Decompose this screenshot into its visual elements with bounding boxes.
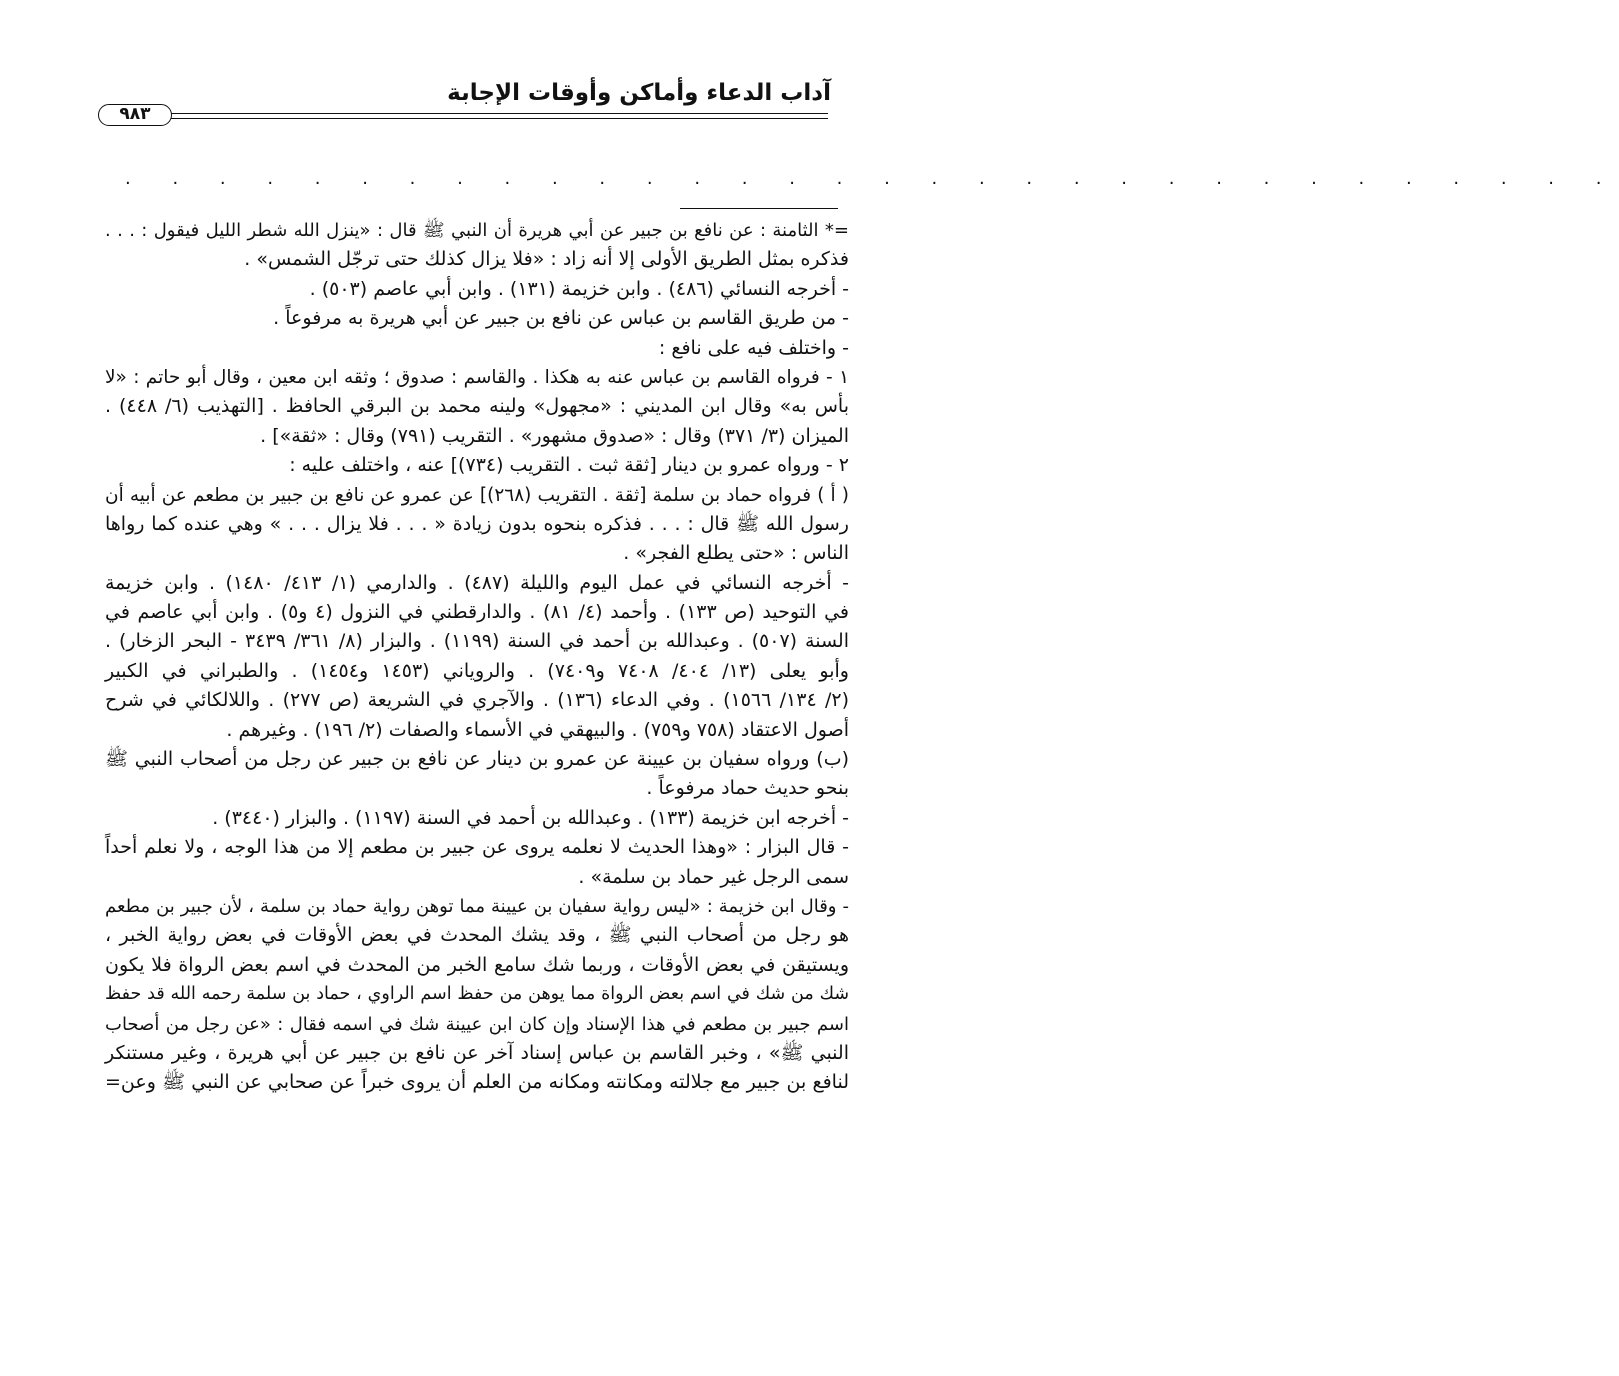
text-line: رسول الله ﷺ قال : . . . فذكره بنحوه بدون زيادة « . . . فلا يزال . . . » وهي عنده كما رواها xyxy=(105,512,849,535)
text-line: اسم جبير بن مطعم في هذا الإسناد وإن كان ابن عيينة شك في اسمه فقال : «عن رجل من أصحاب xyxy=(105,1013,849,1035)
text-line: بأس به» وقال ابن المديني : «مجهول» ولينه محمد بن البرقي الحافظ . [التهذيب (٦/ ٤٤٨) . xyxy=(105,395,849,418)
text-line: بنحو حديث حماد مرفوعاً . xyxy=(646,777,849,800)
text-line: - قال البزار : «وهذا الحديث لا نعلمه يروى عن جبير بن مطعم إلا من هذا الوجه ، ولا نعلم أحداً xyxy=(105,836,849,859)
separator-dots: . . . . . . . . . . . . . . . . . . . . . . . . . . . . . . . . xyxy=(125,168,1619,189)
text-line: - واختلف فيه على نافع : xyxy=(658,336,849,359)
text-line: - أخرجه النسائي (٤٨٦) . وابن خزيمة (١٣١) . وابن أبي عاصم (٥٠٣) . xyxy=(309,277,849,300)
footnote-rule xyxy=(680,208,838,209)
text-line: ( أ ) فرواه حماد بن سلمة [ثقة . التقريب (٢٦٨)] عن عمرو عن نافع بن جبير بن مطعم عن أبيه أن xyxy=(105,484,849,506)
text-line: وأبو يعلى (١٣/ ٤٠٤/ ٧٤٠٨ و٧٤٠٩) . والروياني (١٤٥٣ و١٤٥٤) . والطبراني في الكبير xyxy=(105,659,849,682)
text-line: السنة (٥٠٧) . وعبدالله بن أحمد في السنة (١١٩٩) . والبزار (٨/ ٣٦١/ ٣٤٣٩ - البحر الزخار) . xyxy=(105,630,849,653)
text-line: =* الثامنة : عن نافع بن جبير عن أبي هريرة أن النبي ﷺ قال : «ينزل الله شطر الليل فيقول : . . . xyxy=(105,220,849,241)
text-line: أصول الاعتقاد (٧٥٨ و٧٥٩) . والبيهقي في الأسماء والصفات (٢/ ١٩٦) . وغيرهم . xyxy=(226,718,849,741)
text-line: سمى الرجل غير حماد بن سلمة» . xyxy=(578,865,849,888)
text-line: ويستيقن في بعض الأوقات ، وربما شك سامع الخبر من المحدث في اسم بعض الرواة فلا يكون xyxy=(105,953,849,976)
page-number: ٩٨٣ xyxy=(98,104,172,126)
text-line: هو رجل من أصحاب النبي ﷺ ، وقد يشك المحدث في بعض الأوقات في بعض رواية الخبر ، xyxy=(105,924,849,947)
footnote-text xyxy=(105,216,849,1098)
text-line: ٢ - ورواه عمرو بن دينار [ثقة ثبت . التقريب (٧٣٤)] عنه ، واختلف عليه : xyxy=(289,454,849,477)
text-line: لنافع بن جبير مع جلالته ومكانته ومكانه من العلم أن يروى خبراً عن صحابي عن النبي ﷺ وعن= xyxy=(105,1071,849,1094)
text-line: - وقال ابن خزيمة : «ليس رواية سفيان بن عيينة مما توهن رواية حماد بن سلمة ، لأن جبير بن مطعم xyxy=(105,895,849,917)
header-rule-line-top xyxy=(166,113,828,114)
text-line: شك من شك في اسم بعض الرواة مما يوهن من حفظ اسم الراوي ، حماد بن سلمة رحمه الله قد حفظ xyxy=(105,984,849,1005)
text-line: الميزان (٣/ ٣٧١) وقال : «صدوق مشهور» . التقريب (٧٩١) وقال : «ثقة»] . xyxy=(260,424,849,447)
text-line: ١ - فرواه القاسم بن عباس عنه به هكذا . والقاسم : صدوق ؛ وثقه ابن معين ، وقال أبو حاتم : «لا xyxy=(105,366,849,388)
text-line: النبي ﷺ» ، وخبر القاسم بن عباس إسناد آخر عن نافع بن جبير عن أبي هريرة ، وغير مستنكر xyxy=(105,1041,849,1064)
text-line: فذكره بمثل الطريق الأولى إلا أنه زاد : «فلا يزال كذلك حتى ترجّل الشمس» . xyxy=(244,248,849,271)
text-line: - أخرجه ابن خزيمة (١٣٣) . وعبدالله بن أحمد في السنة (١١٩٧) . والبزار (٣٤٤٠) . xyxy=(212,806,849,829)
header-rule xyxy=(98,104,828,126)
text-line: - من طريق القاسم بن عباس عن نافع بن جبير عن أبي هريرة به مرفوعاً . xyxy=(273,307,849,330)
text-line: الناس : «حتى يطلع الفجر» . xyxy=(623,542,849,565)
running-header-title: آداب الدعاء وأماكن وأوقات الإجابة xyxy=(447,80,831,106)
text-line: (٢/ ١٣٤/ ١٥٦٦) . وفي الدعاء (١٣٦) . والآجري في الشريعة (ص ٢٧٧) . واللالكائي في شرح xyxy=(105,689,849,712)
text-line: في التوحيد (ص ١٣٣) . وأحمد (٤/ ٨١) . والدارقطني في النزول (٤ و٥) . وابن أبي عاصم في xyxy=(105,601,849,624)
header-rule-line-bottom xyxy=(166,118,828,119)
text-line: (ب) ورواه سفيان بن عيينة عن عمرو بن دينار عن نافع بن جبير عن رجل من أصحاب النبي ﷺ xyxy=(105,748,849,771)
text-line: - أخرجه النسائي في عمل اليوم والليلة (٤٨٧) . والدارمي (١/ ٤١٣/ ١٤٨٠) . وابن خزيمة xyxy=(105,571,850,594)
